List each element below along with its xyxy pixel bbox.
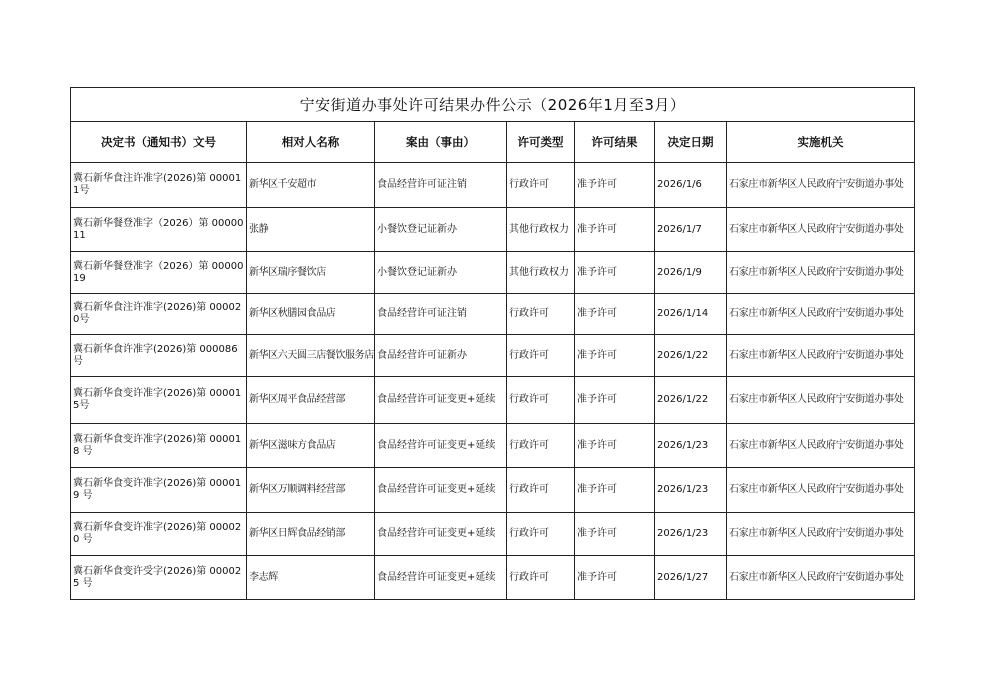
cell-cause: 食品经营许可证变更+延续 [375,377,507,424]
cell-party: 新华区万顺调料经营部 [247,468,375,513]
cell-doc-no: 冀石新华食变许受字(2026)第 000025 号 [71,556,247,600]
cell-date: 2026/1/23 [655,468,727,513]
cell-party: 新华区日辉食品经销部 [247,513,375,556]
cell-org: 石家庄市新华区人民政府宁安街道办事处 [727,424,915,468]
cell-doc-no: 冀石新华食变许准字(2026)第 000015号 [71,377,247,424]
cell-party: 新华区千安超市 [247,163,375,208]
table-row [71,424,915,468]
column-header-party: 相对人名称 [247,122,375,163]
cell-doc-no: 冀石新华食注许准字(2026)第 000020号 [71,294,247,335]
cell-result: 准予许可 [575,335,655,377]
column-header-date: 决定日期 [655,122,727,163]
table-row [71,556,915,600]
cell-party: 新华区秋膳园食品店 [247,294,375,335]
cell-doc-no: 冀石新华食许准字(2026)第 000086 号 [71,335,247,377]
cell-party: 新华区瑞序餐饮店 [247,252,375,294]
column-header-cause: 案由（事由） [375,122,507,163]
cell-type: 行政许可 [507,163,575,208]
cell-doc-no: 冀石新华食注许准字(2026)第 000011号 [71,163,247,208]
cell-org: 石家庄市新华区人民政府宁安街道办事处 [727,252,915,294]
cell-type: 其他行政权力 [507,208,575,252]
cell-party: 新华区滋味方食品店 [247,424,375,468]
cell-cause: 食品经营许可证新办 [375,335,507,377]
cell-result: 准予许可 [575,163,655,208]
cell-cause: 食品经营许可证注销 [375,163,507,208]
cell-result: 准予许可 [575,377,655,424]
cell-result: 准予许可 [575,556,655,600]
cell-org: 石家庄市新华区人民政府宁安街道办事处 [727,294,915,335]
cell-party: 李志辉 [247,556,375,600]
cell-type: 行政许可 [507,556,575,600]
cell-org: 石家庄市新华区人民政府宁安街道办事处 [727,208,915,252]
cell-org: 石家庄市新华区人民政府宁安街道办事处 [727,468,915,513]
cell-type: 行政许可 [507,294,575,335]
cell-cause: 食品经营许可证变更+延续 [375,556,507,600]
cell-org: 石家庄市新华区人民政府宁安街道办事处 [727,335,915,377]
cell-date: 2026/1/23 [655,513,727,556]
cell-cause: 食品经营许可证变更+延续 [375,468,507,513]
cell-doc-no: 冀石新华食变许准字(2026)第 000018 号 [71,424,247,468]
header-row [71,122,915,163]
cell-date: 2026/1/22 [655,335,727,377]
cell-party: 新华区周平食品经营部 [247,377,375,424]
table-row [71,335,915,377]
cell-cause: 食品经营许可证变更+延续 [375,424,507,468]
cell-result: 准予许可 [575,468,655,513]
cell-result: 准予许可 [575,424,655,468]
cell-org: 石家庄市新华区人民政府宁安街道办事处 [727,556,915,600]
cell-date: 2026/1/23 [655,424,727,468]
cell-result: 准予许可 [575,513,655,556]
cell-org: 石家庄市新华区人民政府宁安街道办事处 [727,163,915,208]
table-row [71,468,915,513]
table-row [71,377,915,424]
table-row [71,252,915,294]
column-header-result: 许可结果 [575,122,655,163]
cell-doc-no: 冀石新华食变许准字(2026)第 000019 号 [71,468,247,513]
cell-cause: 食品经营许可证变更+延续 [375,513,507,556]
cell-result: 准予许可 [575,294,655,335]
column-header-doc-no: 决定书（通知书）文号 [71,122,247,163]
cell-date: 2026/1/6 [655,163,727,208]
cell-doc-no: 冀石新华餐登准字（2026）第 0000019 [71,252,247,294]
column-header-org: 实施机关 [727,122,915,163]
cell-date: 2026/1/27 [655,556,727,600]
cell-party: 新华区六天圆三店餐饮服务店 [247,335,375,377]
cell-org: 石家庄市新华区人民政府宁安街道办事处 [727,377,915,424]
cell-type: 行政许可 [507,335,575,377]
table-row [71,163,915,208]
table-row [71,208,915,252]
cell-doc-no: 冀石新华餐登准字（2026）第 0000011 [71,208,247,252]
table-row [71,294,915,335]
table-row [71,513,915,556]
page-title: 宁安街道办事处许可结果办件公示（2026年1月至3月） [71,88,915,122]
cell-date: 2026/1/7 [655,208,727,252]
cell-doc-no: 冀石新华食变许准字(2026)第 000020 号 [71,513,247,556]
cell-type: 其他行政权力 [507,252,575,294]
cell-date: 2026/1/22 [655,377,727,424]
cell-cause: 食品经营许可证注销 [375,294,507,335]
cell-date: 2026/1/9 [655,252,727,294]
column-header-type: 许可类型 [507,122,575,163]
cell-org: 石家庄市新华区人民政府宁安街道办事处 [727,513,915,556]
cell-type: 行政许可 [507,424,575,468]
cell-type: 行政许可 [507,377,575,424]
cell-type: 行政许可 [507,513,575,556]
cell-party: 张静 [247,208,375,252]
title-row [71,88,915,122]
cell-result: 准予许可 [575,252,655,294]
permit-results-table [70,87,915,600]
cell-date: 2026/1/14 [655,294,727,335]
cell-cause: 小餐饮登记证新办 [375,208,507,252]
cell-type: 行政许可 [507,468,575,513]
cell-cause: 小餐饮登记证新办 [375,252,507,294]
cell-result: 准予许可 [575,208,655,252]
